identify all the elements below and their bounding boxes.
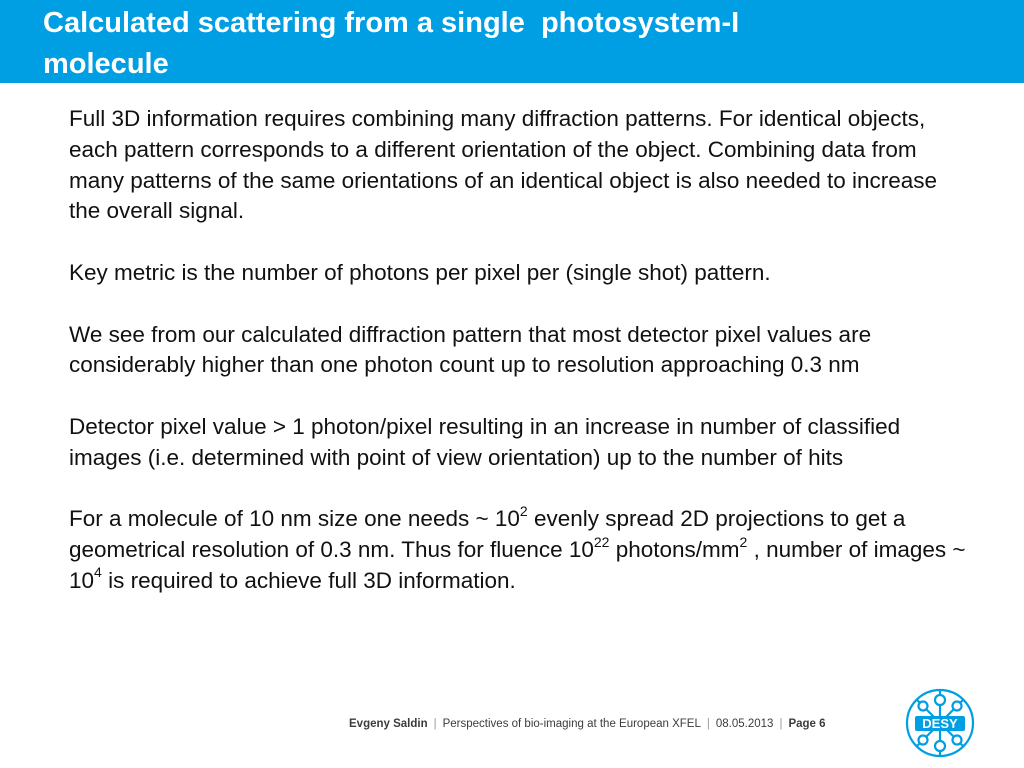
logo-text: DESY <box>922 716 958 731</box>
p5-text-4: , number of images ~ 10 <box>69 537 966 593</box>
footer-author: Evgeny Saldin <box>349 718 428 730</box>
p5-text-3: photons/mm <box>609 537 740 563</box>
footer-separator: | <box>706 718 710 730</box>
slide-title: Calculated scattering from a single photosystem-I molecule <box>43 7 740 80</box>
footer-talk-title: Perspectives of bio-imaging at the European XFEL <box>442 718 701 730</box>
slide-body <box>69 104 969 597</box>
footer-page-number: Page 6 <box>788 718 826 730</box>
p5-text-1: For a molecule of 10 nm size one needs ~ 10 <box>69 506 520 532</box>
footer-separator: | <box>433 718 437 730</box>
footer-separator: | <box>779 718 783 730</box>
paragraph-5 <box>69 504 969 596</box>
title-bar <box>0 0 1024 83</box>
p5-text-2: evenly spread 2D projections to get a geometrical resolution of 0.3 nm. Thus for fluence 10 <box>69 506 906 563</box>
p5-exponent-3: 2 <box>739 533 748 550</box>
footer-date: 08.05.2013 <box>715 718 774 730</box>
p5-text-5: is required to achieve full 3D information. <box>101 567 516 593</box>
footer <box>349 718 826 730</box>
paragraph-2: Key metric is the number of photons per pixel per (single shot) pattern. <box>69 259 771 285</box>
paragraph-1: Full 3D information requires combining many diffraction patterns. For identical objects, each pattern corresponds to a different orientation of the object. Combining data from many patterns of the same orientations of an identical object is also needed to increase the overall signal. <box>69 106 938 224</box>
desy-logo <box>904 687 976 759</box>
p5-exponent-4: 4 <box>94 564 102 581</box>
paragraph-3: We see from our calculated diffraction pattern that most detector pixel values are considerably higher than one photon count up to resolution approaching 0.3 nm <box>69 321 872 378</box>
p5-exponent-2: 22 <box>593 533 610 550</box>
p5-exponent-1: 2 <box>519 502 528 519</box>
paragraph-4: Detector pixel value > 1 photon/pixel resulting in an increase in number of classified images (i.e. determined with point of view orientation) up to the number of hits <box>69 413 901 470</box>
